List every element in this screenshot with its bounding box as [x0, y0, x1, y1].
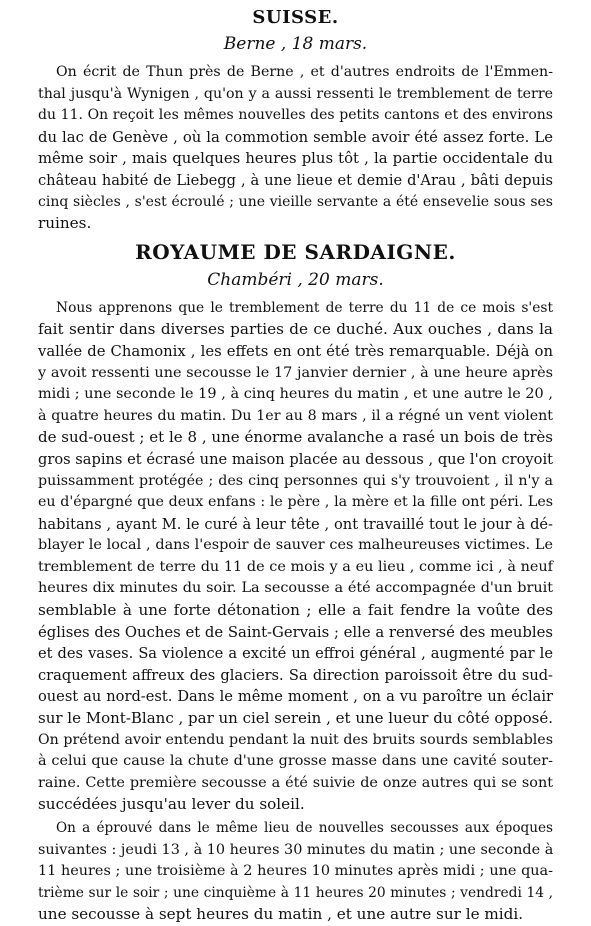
text-line: Nous apprenons que le tremblement de terre du 11 de ce mois s'est — [56, 299, 553, 316]
article-suisse — [38, 6, 553, 235]
text-line: cinq siècles , s'est écroulé ; une vieille servante a été ensevelie sous ses — [38, 193, 553, 210]
text-line: On a éprouvé dans le même lieu de nouvelles secousses aux époques — [56, 820, 553, 836]
text-line: puissamment protégée ; des cinq personnes qui s'y trouvoient , il n'y a — [38, 472, 553, 489]
text-line: eu d'épargné que deux enfans : le père , la mère et la fille ont péri. Les — [38, 494, 553, 511]
text-line: à celui que cause la chute d'une grosse masse dans une cavité souter- — [38, 753, 553, 770]
text-line: fait sentir dans diverses parties de ce duché. Aux ouches , dans la — [38, 320, 553, 339]
text-line: et des vases. Sa violence a excité un effroi général , augmenté par le — [38, 645, 553, 663]
text-line: du lac de Genève , où la commotion semble avoir été assez forte. Le — [38, 128, 553, 146]
text-line: habitans , ayant M. le curé à leur tête , ont travaillé tout le jour à dé- — [38, 515, 553, 533]
text-line: même soir , mais quelques heures plus tôt , la partie occidentale du — [38, 150, 553, 168]
text-line: de sud-ouest ; et le 8 , une énorme avalanche a rasé un bois de très — [38, 428, 553, 447]
text-line: semblable à une forte détonation ; elle a fait fendre la voûte des — [38, 601, 553, 620]
text-line: craquement affreux des glaciers. Sa direction paroissoit être du sud- — [38, 666, 553, 684]
text-line: y avoit ressenti une secousse le 17 janvier dernier , à une heure après — [38, 364, 553, 381]
text-line: thal jusqu'à Wynigen , qu'on y a aussi ressenti le tremblement de terre — [38, 85, 553, 102]
text-line: ruines. — [38, 214, 92, 233]
section-heading-suisse: SUISSE. — [252, 7, 339, 28]
text-line: du 11. On reçoit les mêmes nouvelles des petits cantons et des environs — [38, 107, 553, 124]
text-line: château habité de Liebegg , à une lieue et demie d'Arau , bâti depuis — [38, 171, 553, 189]
text-line: On prétend avoir entendu pendant la nuit des bruits sourds semblables — [38, 731, 553, 748]
text-line: succédées jusqu'au lever du soleil. — [38, 795, 305, 814]
text-line: tremblement de terre du 11 de ce mois y a eu lieu , comme ici , à neuf — [38, 558, 553, 575]
text-line: raine. Cette première secousse a été suivie de onze autres qui se sont — [38, 774, 553, 791]
text-line: églises des Ouches et de Saint-Gervais ; elle a renversé des meubles — [38, 623, 553, 641]
text-line: midi ; une seconde le 19 , à cinq heures du matin , et une autre le 20 , — [38, 386, 553, 403]
paragraph-sardaigne-1 — [38, 298, 553, 816]
text-line: gros sapins et écrasé une maison placée au dessous , que l'on croyoit — [38, 450, 553, 468]
text-line: trième sur le soir ; une cinquième à 11 heures 20 minutes ; vendredi 14 , — [38, 884, 553, 901]
text-line: heures dix minutes du soir. La secousse a été accompagnée d'un bruit — [38, 580, 553, 597]
text-line: 11 heures ; une troisième à 2 heures 10 minutes après midi ; une qua- — [38, 863, 553, 880]
text-line: blayer le local , dans l'espoir de sauver ces malheureuses victimes. Le — [38, 537, 553, 554]
text-line: suivantes : jeudi 13 , à 10 heures 30 minutes du matin ; une seconde à — [38, 841, 554, 858]
paragraph-suisse — [38, 62, 553, 235]
text-line: ouest au nord-est. Dans le même moment , on a vu paroître un éclair — [38, 688, 553, 706]
section-heading-sardaigne: ROYAUME DE SARDAIGNE. — [135, 239, 456, 264]
dateline-chamberi: Chambéri , 20 mars. — [207, 269, 384, 290]
dateline-berne: Berne , 18 mars. — [223, 34, 368, 54]
text-line: à quatre heures du matin. Du 1er au 8 mars , il a régné un vent violent — [38, 407, 553, 424]
text-line: On écrit de Thun près de Berne , et d'autres endroits de l'Emmen- — [56, 64, 553, 80]
text-line: une secousse à sept heures du matin , et une autre sur le midi. — [38, 905, 524, 924]
text-line: sur le Mont-Blanc , par un ciel serein , et une lueur du côté opposé. — [38, 709, 553, 728]
paragraph-sardaigne-2 — [38, 818, 553, 926]
article-sardaigne — [38, 239, 553, 926]
text-line: vallée de Chamonix , les effets en ont été très remarquable. Déjà on — [38, 342, 553, 360]
